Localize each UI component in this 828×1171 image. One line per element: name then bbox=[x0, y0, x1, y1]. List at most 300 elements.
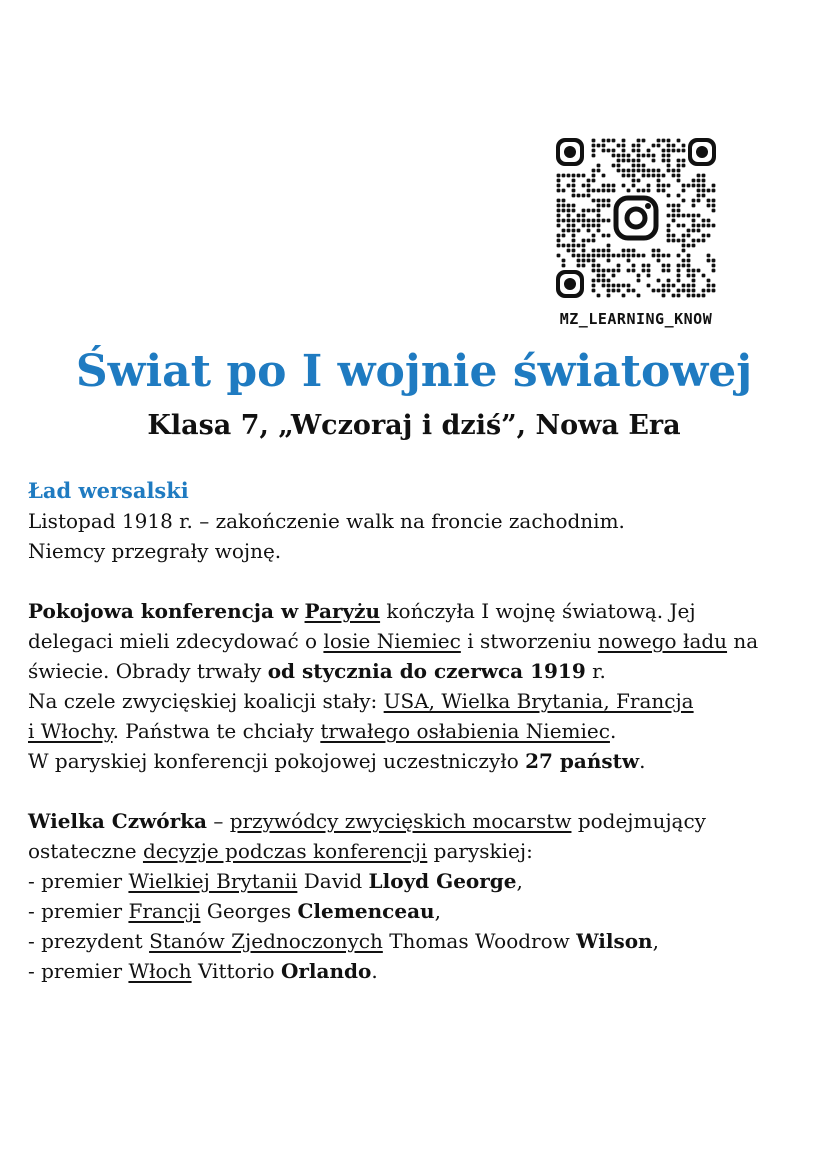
qr-module bbox=[602, 139, 606, 143]
qr-module bbox=[557, 189, 561, 193]
qr-module bbox=[682, 259, 686, 263]
qr-module bbox=[692, 289, 696, 293]
qr-module bbox=[712, 289, 716, 293]
qr-module bbox=[557, 184, 561, 188]
qr-module bbox=[592, 254, 596, 258]
qr-module bbox=[587, 209, 591, 213]
qr-module bbox=[687, 214, 691, 218]
qr-module bbox=[702, 184, 706, 188]
qr-module bbox=[702, 179, 706, 183]
qr-module bbox=[687, 274, 691, 278]
qr-module bbox=[567, 224, 571, 228]
qr-module bbox=[587, 194, 591, 198]
qr-module bbox=[612, 269, 616, 273]
qr-module bbox=[707, 224, 711, 228]
qr-module bbox=[582, 224, 586, 228]
qr-module bbox=[652, 254, 656, 258]
qr-module bbox=[622, 284, 626, 288]
qr-module bbox=[557, 179, 561, 183]
qr-module bbox=[632, 164, 636, 168]
qr-module bbox=[697, 179, 701, 183]
qr-module bbox=[617, 284, 621, 288]
qr-module bbox=[592, 209, 596, 213]
qr-module bbox=[707, 279, 711, 283]
qr-module bbox=[657, 249, 661, 253]
qr-module bbox=[682, 289, 686, 293]
qr-module bbox=[652, 144, 656, 148]
qr-module bbox=[572, 254, 576, 258]
qr-module bbox=[627, 189, 631, 193]
qr-module bbox=[657, 179, 661, 183]
qr-module bbox=[662, 189, 666, 193]
qr-module bbox=[632, 249, 636, 253]
qr-module bbox=[707, 204, 711, 208]
qr-module bbox=[672, 169, 676, 173]
qr-module bbox=[597, 209, 601, 213]
qr-module bbox=[572, 184, 576, 188]
qr-module bbox=[692, 229, 696, 233]
intro-line-2: Niemcy przegrały wojnę. bbox=[28, 539, 282, 563]
qr-module bbox=[607, 259, 611, 263]
qr-module bbox=[682, 184, 686, 188]
qr-module bbox=[682, 234, 686, 238]
qr-module bbox=[587, 259, 591, 263]
qr-module bbox=[692, 294, 696, 298]
qr-module bbox=[682, 249, 686, 253]
qr-module bbox=[582, 259, 586, 263]
qr-module bbox=[557, 174, 561, 178]
qr-module bbox=[707, 289, 711, 293]
qr-module bbox=[607, 294, 611, 298]
qr-module bbox=[637, 274, 641, 278]
qr-module bbox=[622, 254, 626, 258]
qr-module bbox=[622, 184, 626, 188]
conference-paragraph bbox=[28, 596, 818, 776]
qr-module bbox=[692, 214, 696, 218]
qr-module bbox=[662, 149, 666, 153]
qr-module bbox=[692, 269, 696, 273]
qr-module bbox=[602, 144, 606, 148]
qr-module bbox=[702, 174, 706, 178]
qr-module bbox=[667, 204, 671, 208]
qr-module bbox=[562, 264, 566, 268]
qr-module bbox=[617, 269, 621, 273]
qr-module bbox=[607, 244, 611, 248]
qr-module bbox=[557, 209, 561, 213]
qr-module bbox=[697, 214, 701, 218]
qr-module bbox=[647, 169, 651, 173]
qr-module bbox=[687, 244, 691, 248]
qr-module bbox=[592, 224, 596, 228]
qr-module bbox=[617, 289, 621, 293]
qr-module bbox=[617, 164, 621, 168]
qr-module bbox=[692, 184, 696, 188]
qr-module bbox=[577, 259, 581, 263]
qr-module bbox=[697, 239, 701, 243]
qr-module bbox=[712, 224, 716, 228]
qr-module bbox=[672, 219, 676, 223]
qr-module bbox=[607, 254, 611, 258]
qr-module bbox=[602, 249, 606, 253]
qr-module bbox=[627, 249, 631, 253]
qr-module bbox=[677, 204, 681, 208]
qr-module bbox=[657, 184, 661, 188]
qr-module bbox=[697, 189, 701, 193]
qr-module bbox=[612, 289, 616, 293]
qr-module bbox=[597, 229, 601, 233]
qr-module bbox=[557, 239, 561, 243]
qr-module bbox=[642, 269, 646, 273]
qr-module bbox=[667, 289, 671, 293]
qr-module bbox=[697, 269, 701, 273]
qr-module bbox=[557, 199, 561, 203]
qr-module bbox=[677, 214, 681, 218]
qr-module bbox=[642, 164, 646, 168]
leader-item: - prezydent Stanów Zjednoczonych Thomas Woodrow Wilson, bbox=[28, 929, 659, 953]
qr-module bbox=[577, 244, 581, 248]
qr-module bbox=[637, 139, 641, 143]
qr-module bbox=[597, 264, 601, 268]
qr-module bbox=[687, 184, 691, 188]
qr-module bbox=[602, 254, 606, 258]
qr-module bbox=[592, 289, 596, 293]
qr-module bbox=[627, 169, 631, 173]
qr-module bbox=[622, 169, 626, 173]
qr-module bbox=[707, 259, 711, 263]
qr-module bbox=[567, 184, 571, 188]
qr-module bbox=[612, 254, 616, 258]
leader-item: - premier Wielkiej Brytanii David Lloyd George, bbox=[28, 869, 523, 893]
qr-module bbox=[667, 169, 671, 173]
qr-module bbox=[657, 254, 661, 258]
qr-module bbox=[597, 189, 601, 193]
qr-module bbox=[572, 244, 576, 248]
qr-module bbox=[667, 139, 671, 143]
qr-module bbox=[637, 254, 641, 258]
qr-module bbox=[592, 279, 596, 283]
qr-module bbox=[617, 169, 621, 173]
qr-module bbox=[607, 149, 611, 153]
qr-module bbox=[602, 279, 606, 283]
qr-module bbox=[582, 184, 586, 188]
qr-module bbox=[572, 239, 576, 243]
qr-module bbox=[642, 169, 646, 173]
qr-module bbox=[632, 179, 636, 183]
qr-module bbox=[622, 294, 626, 298]
qr-module bbox=[592, 264, 596, 268]
qr-module bbox=[667, 264, 671, 268]
qr-module bbox=[592, 269, 596, 273]
qr-module bbox=[682, 199, 686, 203]
qr-module bbox=[592, 139, 596, 143]
qr-module bbox=[712, 209, 716, 213]
conference-line-6: W paryskiej konferencji pokojowej uczestniczyło 27 państw. bbox=[28, 749, 646, 773]
qr-module bbox=[572, 224, 576, 228]
qr-module bbox=[577, 229, 581, 233]
qr-module bbox=[572, 209, 576, 213]
qr-module bbox=[602, 269, 606, 273]
qr-module bbox=[692, 274, 696, 278]
qr-module bbox=[592, 234, 596, 238]
qr-module bbox=[582, 214, 586, 218]
qr-module bbox=[582, 249, 586, 253]
qr-module bbox=[602, 189, 606, 193]
qr-module bbox=[682, 284, 686, 288]
qr-module bbox=[667, 159, 671, 163]
qr-module bbox=[562, 174, 566, 178]
qr-module bbox=[672, 239, 676, 243]
qr-module bbox=[632, 289, 636, 293]
qr-module bbox=[612, 274, 616, 278]
qr-module bbox=[667, 144, 671, 148]
qr-module bbox=[627, 159, 631, 163]
qr-module bbox=[632, 254, 636, 258]
qr-module bbox=[677, 224, 681, 228]
qr-module bbox=[677, 279, 681, 283]
qr-module bbox=[592, 284, 596, 288]
qr-module bbox=[627, 284, 631, 288]
qr-module bbox=[672, 144, 676, 148]
qr-module bbox=[662, 294, 666, 298]
qr-module bbox=[622, 249, 626, 253]
qr-module bbox=[632, 264, 636, 268]
qr-module bbox=[562, 189, 566, 193]
qr-module bbox=[622, 154, 626, 158]
qr-module bbox=[647, 264, 651, 268]
conference-line-2: delegaci mieli zdecydować o losie Niemiec i stworzeniu nowego ładu na bbox=[28, 629, 759, 653]
qr-module bbox=[597, 204, 601, 208]
qr-module bbox=[657, 259, 661, 263]
qr-module bbox=[557, 224, 561, 228]
qr-module bbox=[697, 199, 701, 203]
qr-module bbox=[607, 289, 611, 293]
qr-module bbox=[567, 244, 571, 248]
qr-module bbox=[607, 249, 611, 253]
qr-module bbox=[682, 224, 686, 228]
qr-module bbox=[582, 244, 586, 248]
qr-module bbox=[682, 244, 686, 248]
qr-module bbox=[657, 169, 661, 173]
qr-module bbox=[667, 154, 671, 158]
qr-module bbox=[632, 169, 636, 173]
qr-module bbox=[602, 149, 606, 153]
leader-item: - premier Włoch Vittorio Orlando. bbox=[28, 959, 378, 983]
qr-module bbox=[707, 199, 711, 203]
qr-module bbox=[602, 234, 606, 238]
qr-module bbox=[697, 224, 701, 228]
qr-module bbox=[677, 179, 681, 183]
section-heading: Ład wersalski bbox=[28, 478, 189, 503]
qr-module bbox=[597, 279, 601, 283]
qr-module bbox=[677, 264, 681, 268]
qr-module bbox=[677, 274, 681, 278]
qr-module bbox=[592, 174, 596, 178]
qr-module bbox=[672, 174, 676, 178]
qr-module bbox=[587, 179, 591, 183]
document-body bbox=[28, 476, 818, 986]
qr-module bbox=[662, 184, 666, 188]
qr-module bbox=[647, 189, 651, 193]
qr-module bbox=[682, 149, 686, 153]
qr-module bbox=[592, 179, 596, 183]
qr-module bbox=[597, 164, 601, 168]
conference-line-1: Pokojowa konferencja w Paryżu kończyła I wojnę światową. Jej bbox=[28, 599, 696, 623]
qr-module bbox=[577, 194, 581, 198]
qr-module bbox=[632, 184, 636, 188]
qr-module bbox=[687, 269, 691, 273]
qr-module bbox=[677, 294, 681, 298]
qr-module bbox=[682, 164, 686, 168]
qr-module bbox=[652, 159, 656, 163]
qr-module bbox=[602, 219, 606, 223]
qr-module bbox=[637, 179, 641, 183]
qr-module bbox=[622, 144, 626, 148]
qr-module bbox=[682, 239, 686, 243]
qr-module bbox=[577, 214, 581, 218]
qr-module bbox=[562, 204, 566, 208]
qr-module bbox=[682, 214, 686, 218]
qr-module bbox=[607, 204, 611, 208]
qr-module bbox=[707, 254, 711, 258]
qr-module bbox=[597, 219, 601, 223]
qr-module bbox=[597, 169, 601, 173]
qr-module bbox=[662, 139, 666, 143]
qr-module bbox=[567, 174, 571, 178]
qr-module bbox=[587, 184, 591, 188]
qr-module bbox=[557, 234, 561, 238]
qr-module bbox=[602, 174, 606, 178]
qr-module bbox=[692, 219, 696, 223]
qr-module bbox=[592, 259, 596, 263]
qr-module bbox=[712, 269, 716, 273]
qr-module bbox=[582, 194, 586, 198]
qr-module bbox=[557, 219, 561, 223]
qr-module bbox=[702, 234, 706, 238]
qr-module bbox=[587, 189, 591, 193]
qr-module bbox=[657, 174, 661, 178]
qr-module bbox=[702, 294, 706, 298]
qr-module bbox=[667, 149, 671, 153]
qr-module bbox=[642, 174, 646, 178]
qr-module bbox=[672, 209, 676, 213]
qr-module bbox=[637, 149, 641, 153]
qr-module bbox=[577, 219, 581, 223]
qr-module bbox=[672, 214, 676, 218]
qr-module bbox=[677, 209, 681, 213]
qr-module bbox=[567, 249, 571, 253]
qr-module bbox=[657, 279, 661, 283]
qr-module bbox=[687, 294, 691, 298]
qr-module bbox=[672, 294, 676, 298]
qr-module bbox=[607, 279, 611, 283]
qr-module bbox=[667, 234, 671, 238]
qr-module bbox=[707, 234, 711, 238]
qr-module bbox=[682, 159, 686, 163]
qr-module bbox=[667, 279, 671, 283]
qr-module bbox=[567, 229, 571, 233]
qr-module bbox=[687, 254, 691, 258]
qr-finder-top-left bbox=[556, 138, 584, 166]
qr-module bbox=[607, 234, 611, 238]
qr-module bbox=[627, 289, 631, 293]
qr-module bbox=[567, 209, 571, 213]
qr-module bbox=[597, 269, 601, 273]
qr-module bbox=[652, 169, 656, 173]
qr-module bbox=[642, 264, 646, 268]
qr-module bbox=[647, 269, 651, 273]
qr-module bbox=[687, 259, 691, 263]
page-title: Świat po I wojnie światowej bbox=[75, 346, 753, 397]
qr-module bbox=[582, 264, 586, 268]
qr-module bbox=[692, 199, 696, 203]
qr-module bbox=[667, 184, 671, 188]
qr-module bbox=[562, 209, 566, 213]
qr-module bbox=[677, 289, 681, 293]
qr-module bbox=[597, 294, 601, 298]
qr-module bbox=[622, 159, 626, 163]
instagram-icon bbox=[612, 194, 660, 242]
qr-code bbox=[556, 138, 716, 298]
qr-module bbox=[677, 239, 681, 243]
qr-module bbox=[712, 204, 716, 208]
qr-module bbox=[562, 219, 566, 223]
qr-module bbox=[682, 264, 686, 268]
qr-module bbox=[627, 174, 631, 178]
qr-module bbox=[597, 274, 601, 278]
qr-module bbox=[692, 204, 696, 208]
qr-module bbox=[657, 144, 661, 148]
qr-module bbox=[562, 234, 566, 238]
qr-module bbox=[592, 149, 596, 153]
qr-module bbox=[567, 219, 571, 223]
qr-module bbox=[687, 264, 691, 268]
qr-module bbox=[662, 154, 666, 158]
qr-finder-top-right bbox=[688, 138, 716, 166]
qr-module bbox=[602, 204, 606, 208]
qr-module bbox=[647, 284, 651, 288]
qr-module bbox=[692, 279, 696, 283]
qr-module bbox=[677, 269, 681, 273]
qr-module bbox=[692, 224, 696, 228]
qr-module bbox=[652, 154, 656, 158]
qr-module bbox=[687, 289, 691, 293]
qr-module bbox=[612, 149, 616, 153]
qr-module bbox=[602, 184, 606, 188]
qr-module bbox=[637, 154, 641, 158]
qr-module bbox=[642, 139, 646, 143]
qr-module bbox=[627, 154, 631, 158]
qr-module bbox=[592, 169, 596, 173]
qr-module bbox=[667, 229, 671, 233]
qr-module bbox=[582, 209, 586, 213]
qr-module bbox=[672, 204, 676, 208]
qr-module bbox=[572, 234, 576, 238]
qr-module bbox=[632, 159, 636, 163]
qr-module bbox=[647, 184, 651, 188]
qr-module bbox=[622, 139, 626, 143]
leader-item: - premier Francji Georges Clemenceau, bbox=[28, 899, 441, 923]
qr-module bbox=[672, 149, 676, 153]
qr-module bbox=[597, 254, 601, 258]
qr-module bbox=[582, 254, 586, 258]
qr-module bbox=[667, 224, 671, 228]
qr-module bbox=[617, 254, 621, 258]
qr-module bbox=[592, 154, 596, 158]
qr-module bbox=[662, 269, 666, 273]
qr-module bbox=[687, 234, 691, 238]
qr-module bbox=[662, 284, 666, 288]
qr-module bbox=[572, 249, 576, 253]
